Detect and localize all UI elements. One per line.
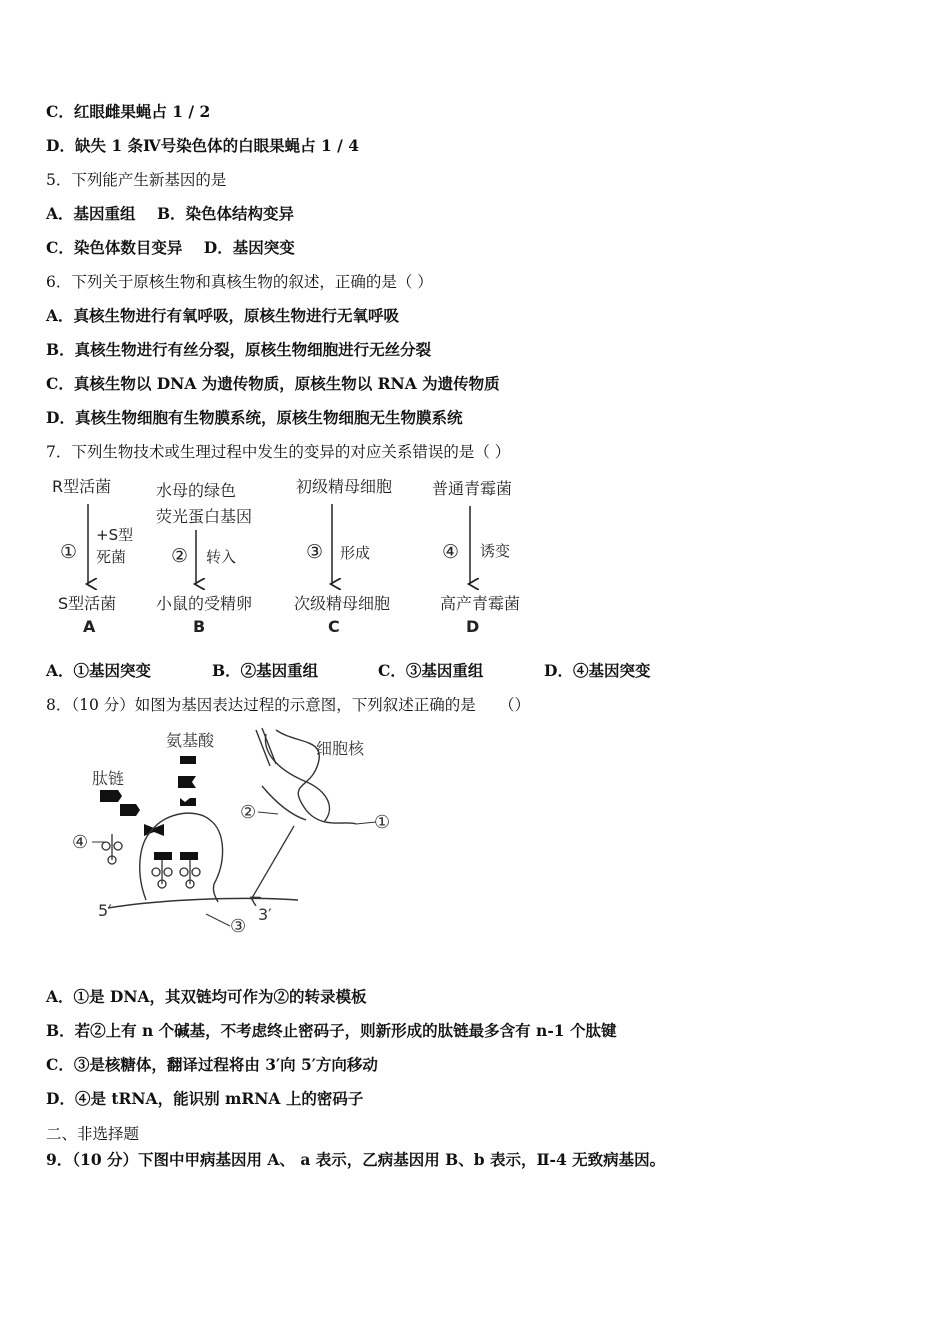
q7-c-top: 初级精母细胞: [296, 477, 393, 496]
trna-amino-acids: [154, 852, 198, 860]
q8-gene-expression-figure: [66, 724, 406, 942]
q7-d-top: 普通青霉菌: [432, 479, 513, 498]
q6-option-a: A．真核生物进行有氧呼吸，原核生物进行无氧呼吸: [46, 306, 400, 325]
q7-option-d: D．④基因突变: [544, 661, 651, 680]
q7-b-top1: 水母的绿色: [156, 481, 237, 500]
mrna-from-nucleus: [262, 786, 306, 820]
marker-leader-3: [206, 914, 230, 926]
q8-marker-1: ①: [374, 812, 391, 833]
q7-d-side: 诱变: [480, 542, 511, 560]
q8-stem: 8．（10 分）如图为基因表达过程的示意图，下列叙述正确的是 （）: [46, 696, 531, 714]
transport-arrow: [252, 826, 294, 898]
q5-option-a: A．基因重组: [46, 204, 136, 223]
q4-option-c: C．红眼雌果蝇占 1 / 2: [46, 102, 211, 121]
q7-d-label: D: [466, 617, 480, 636]
q8-amino-acid-label: 氨基酸: [166, 731, 215, 750]
q8-option-c: C．③是核糖体，翻译过程将由 3′向 5′方向移动: [46, 1055, 378, 1074]
q8-marker-3: ③: [230, 916, 247, 937]
q7-d-mark: ④: [442, 541, 460, 563]
q5-options-ab: [46, 204, 294, 224]
q7-d-bottom: 高产青霉菌: [440, 594, 521, 613]
q8-option-a: A．①是 DNA，其双链均可作为②的转录模板: [46, 987, 367, 1006]
q5-option-b: B．染色体结构变异: [156, 204, 295, 223]
q7-b-bottom: 小鼠的受精卵: [156, 594, 253, 613]
q6-option-d: D．真核生物细胞有生物膜系统，原核生物细胞无生物膜系统: [46, 408, 463, 427]
q7-a-mark: ①: [60, 541, 78, 563]
q8-option-b: B．若②上有 n 个碱基，不考虑终止密码子，则新形成的肽链最多含有 n-1 个肽键: [46, 1021, 617, 1040]
q8-peptide-label: 肽链: [92, 769, 125, 788]
q8-option-d: D．④是 tRNA，能识别 mRNA 上的密码子: [46, 1089, 364, 1108]
q7-b-top2: 荧光蛋白基因: [156, 507, 253, 526]
q7-a-side1: +S型: [96, 526, 134, 544]
q7-option-a: A．①基因突变: [46, 661, 152, 680]
q7-b-side: 转入: [206, 548, 237, 566]
amino-acid-blocks: [178, 756, 196, 806]
q7-variation-figure: [46, 472, 546, 642]
q8-marker-2: ②: [240, 802, 257, 823]
q7-c-mark: ③: [306, 541, 324, 563]
q7-option-c: C．③基因重组: [378, 661, 484, 680]
q8-marker-4: ④: [72, 832, 89, 853]
q7-c-label: C: [328, 617, 340, 636]
q7-c-side: 形成: [340, 544, 371, 562]
marker-leader-1: [356, 822, 376, 824]
q6-option-b: B．真核生物进行有丝分裂，原核生物细胞进行无丝分裂: [46, 340, 432, 359]
q5-stem: 5．下列能产生新基因的是: [46, 171, 227, 189]
q8-five-prime: 5′: [98, 901, 112, 920]
q7-a-bottom: S型活菌: [58, 594, 117, 613]
q5-option-c: C．染色体数目变异: [46, 238, 183, 257]
peptide-chain: [100, 790, 164, 836]
q7-options: [46, 661, 650, 681]
q7-a-top: R型活菌: [52, 477, 112, 496]
marker-leader-2: [258, 812, 278, 814]
q4-option-d: D．缺失 1 条Ⅳ号染色体的白眼果蝇占 1 / 4: [46, 136, 360, 155]
q7-b-mark: ②: [171, 545, 189, 567]
trna-molecules: [102, 834, 200, 888]
q7-c-bottom: 次级精母细胞: [294, 594, 391, 613]
q6-option-c: C．真核生物以 DNA 为遗传物质，原核生物以 RNA 为遗传物质: [46, 374, 500, 393]
q6-stem: 6．下列关于原核生物和真核生物的叙述，正确的是（ ）: [46, 273, 433, 291]
q7-stem: 7．下列生物技术或生理过程中发生的变异的对应关系错误的是（ ）: [46, 443, 511, 461]
q5-options-cd: [46, 238, 295, 258]
q5-option-d: D．基因突变: [203, 238, 295, 257]
q7-option-b: B．②基因重组: [212, 661, 319, 680]
q7-b-label: B: [193, 617, 206, 636]
q8-nucleus-label: 细胞核: [316, 739, 365, 758]
q9-stem: 9．（10 分）下图中甲病基因用 A、 a 表示，乙病基因用 B、b 表示，Ⅱ-4 无致病基因。: [46, 1150, 666, 1169]
section-2-heading: 二、非选择题: [46, 1125, 140, 1143]
q7-a-side2: 死菌: [96, 548, 127, 566]
q7-a-label: A: [83, 617, 96, 636]
q8-three-prime: 3′: [258, 905, 272, 924]
